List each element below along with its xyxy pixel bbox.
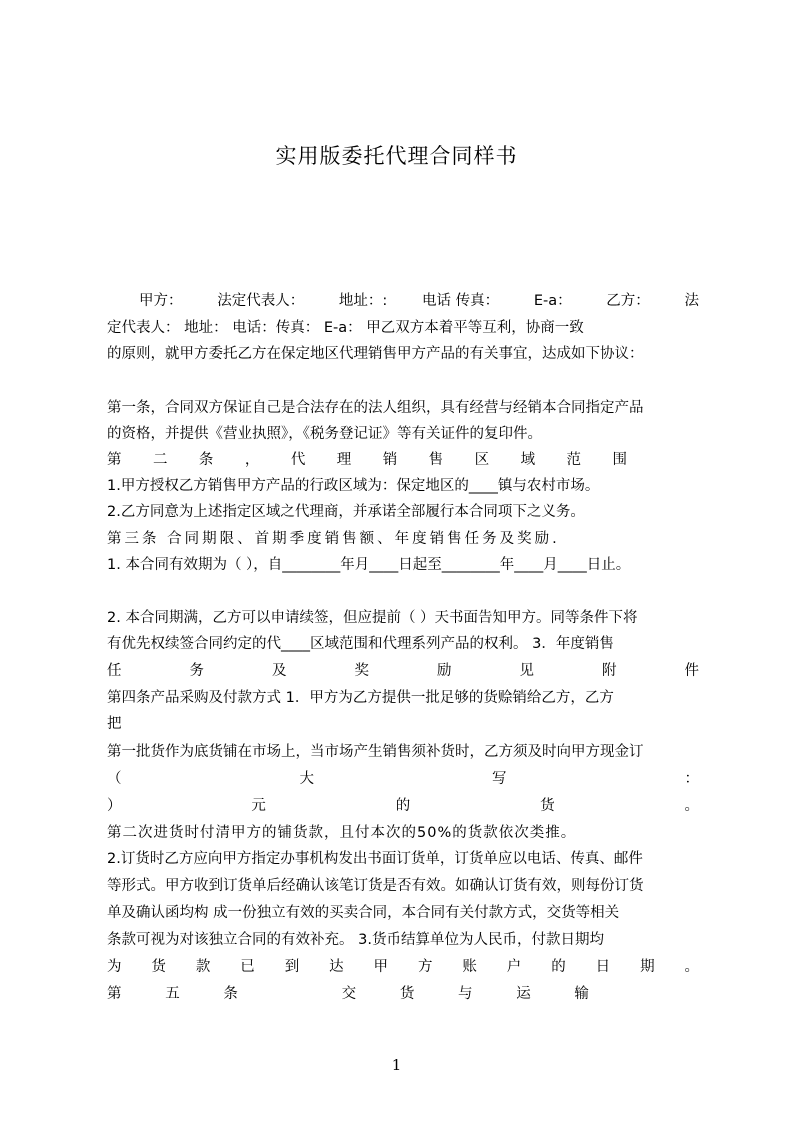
text-line: 第二次进货时付清甲方的铺货款，且付本次的50%的货款依次类推。 [107,825,577,841]
text-char: 甲 [373,959,389,975]
text-line: 2.乙方同意为上述指定区域之代理商，并承诺全部履行本合同项下之义务。 [107,504,585,520]
text-char: 交 [341,986,357,1002]
text-line: 等形式。甲方收到订货单后经确认该笔订货是否有效。如确认订货有效，则每份订货 [107,878,644,894]
text-line: 单及确认函均构 成一份独立有效的买卖合同，本合同有关付款方式，交货等相关 [107,905,620,921]
text-char: 输 [574,986,589,1002]
text-segment: 地址：: [338,293,388,309]
text-char: 款 [195,959,211,975]
text-char: 写 [492,771,507,787]
text-char: ： [684,771,699,787]
section-heading-3: 第三条 合同期限、首期季度销售额、年度销售任务及奖励. [107,531,560,547]
text-char: 户 [506,959,522,975]
section-heading-5 [107,982,589,1006]
text-line: 的原则，就甲方委托乙方在保定地区代理销售甲方产品的有关事宜，达成如下协议： [107,346,644,362]
section-heading-2 [107,448,627,472]
text-char: 已 [240,959,255,975]
text-char: 。 [684,798,699,814]
text-char: 达 [329,959,344,975]
text-line: 1.甲方授权乙方销售甲方产品的行政区域为：保定地区的____镇与农村市场。 [107,478,600,494]
text-char: 的 [551,959,566,975]
text-char: 五 [165,986,180,1002]
text-line: 把 [107,716,122,732]
text-char: 第 [107,452,122,468]
text-char: 代 [290,452,306,468]
text-segment: 甲方： [139,293,183,309]
text-char: 大 [299,771,314,787]
text-char: 条 [198,452,214,468]
text-char: 货 [151,959,166,975]
text-char: 为 [107,959,122,975]
text-char: 及 [272,663,287,679]
text-line: 2.订货时乙方应向甲方指定办事机构发出书面订货单，订货单应以电话、传真、邮件 [107,851,643,867]
text-char: 件 [684,663,699,679]
text-char: 条 [223,986,238,1002]
text-char: （ [107,771,122,787]
text-char: 元 [251,798,266,814]
text-char: 任 [107,663,122,679]
text-line: 2. 本合同期满，乙方可以申请续签，但应提前（ ）天书面告知甲方。同等条件下将 [107,610,638,626]
spread-line [107,659,699,683]
text-line: 的资格，并提供《营业执照》，《税务登记证》等有关证件的复印件。 [107,426,542,442]
text-char: 日 [595,959,611,975]
text-char: 域 [520,452,536,468]
text-char: 账 [462,959,477,975]
text-line: 定代表人： 地址： 电话：传真： E-a： 甲乙双方本着平等互利，协商一致 [107,320,584,336]
text-segment: E-a： [533,293,572,309]
text-char: 区 [474,452,490,468]
text-line: 第一批货作为底货铺在市场上，当市场产生销售须补货时，乙方须及时向甲方现金订 [107,744,644,760]
text-char: ， [244,452,260,468]
text-line: 1. 本合同有效期为（ ），自________年月____日起至________年____月____日止。 [107,557,631,573]
text-char: 范 [566,452,582,468]
text-segment: 法定代表人： [217,293,305,309]
text-char: 运 [516,986,531,1002]
text-char: 方 [417,959,433,975]
text-line: 条款可视为对该独立合同的有效补充。 3.货币结算单位为人民币，付款日期均 [107,932,604,948]
spread-line [107,794,699,818]
text-char: 二 [152,452,168,468]
text-char: 。 [684,959,699,975]
page-number: 1 [391,1056,402,1074]
text-char: 见 [519,663,534,679]
text-char: 理 [336,452,352,468]
text-line: 第一条，合同双方保证自己是合法存在的法人组织，具有经营与经销本合同指定产品 [107,400,644,416]
text-char: 货 [399,986,415,1002]
text-char: 与 [458,986,473,1002]
text-char: 的 [395,798,411,814]
text-char: 励 [437,663,452,679]
text-char: 销 [382,452,398,468]
text-char: 售 [428,452,444,468]
text-char: 围 [612,452,627,468]
spread-line [107,955,699,979]
text-segment: 电话 传真： [422,293,500,309]
text-char: 货 [540,798,555,814]
text-char: 务 [189,663,204,679]
text-line: 有优先权续签合同约定的代____区域范围和代理系列产品的权利。 3．年度销售 [107,636,614,652]
text-char: ） [107,798,122,814]
party-info-line [107,289,699,313]
text-char: 第 [107,986,122,1002]
text-char: 期 [640,959,655,975]
text-char: 到 [284,959,300,975]
text-segment: 法 [684,293,699,309]
text-char: 附 [602,663,617,679]
text-char: 奖 [354,663,369,679]
document-title: 实用版委托代理合同样书 [275,144,518,168]
section-heading-4: 第四条产品采购及付款方式 1．甲方为乙方提供一批足够的货赊销给乙方，乙方 [107,690,614,706]
spread-line [107,767,699,791]
text-segment: 乙方： [606,293,650,309]
